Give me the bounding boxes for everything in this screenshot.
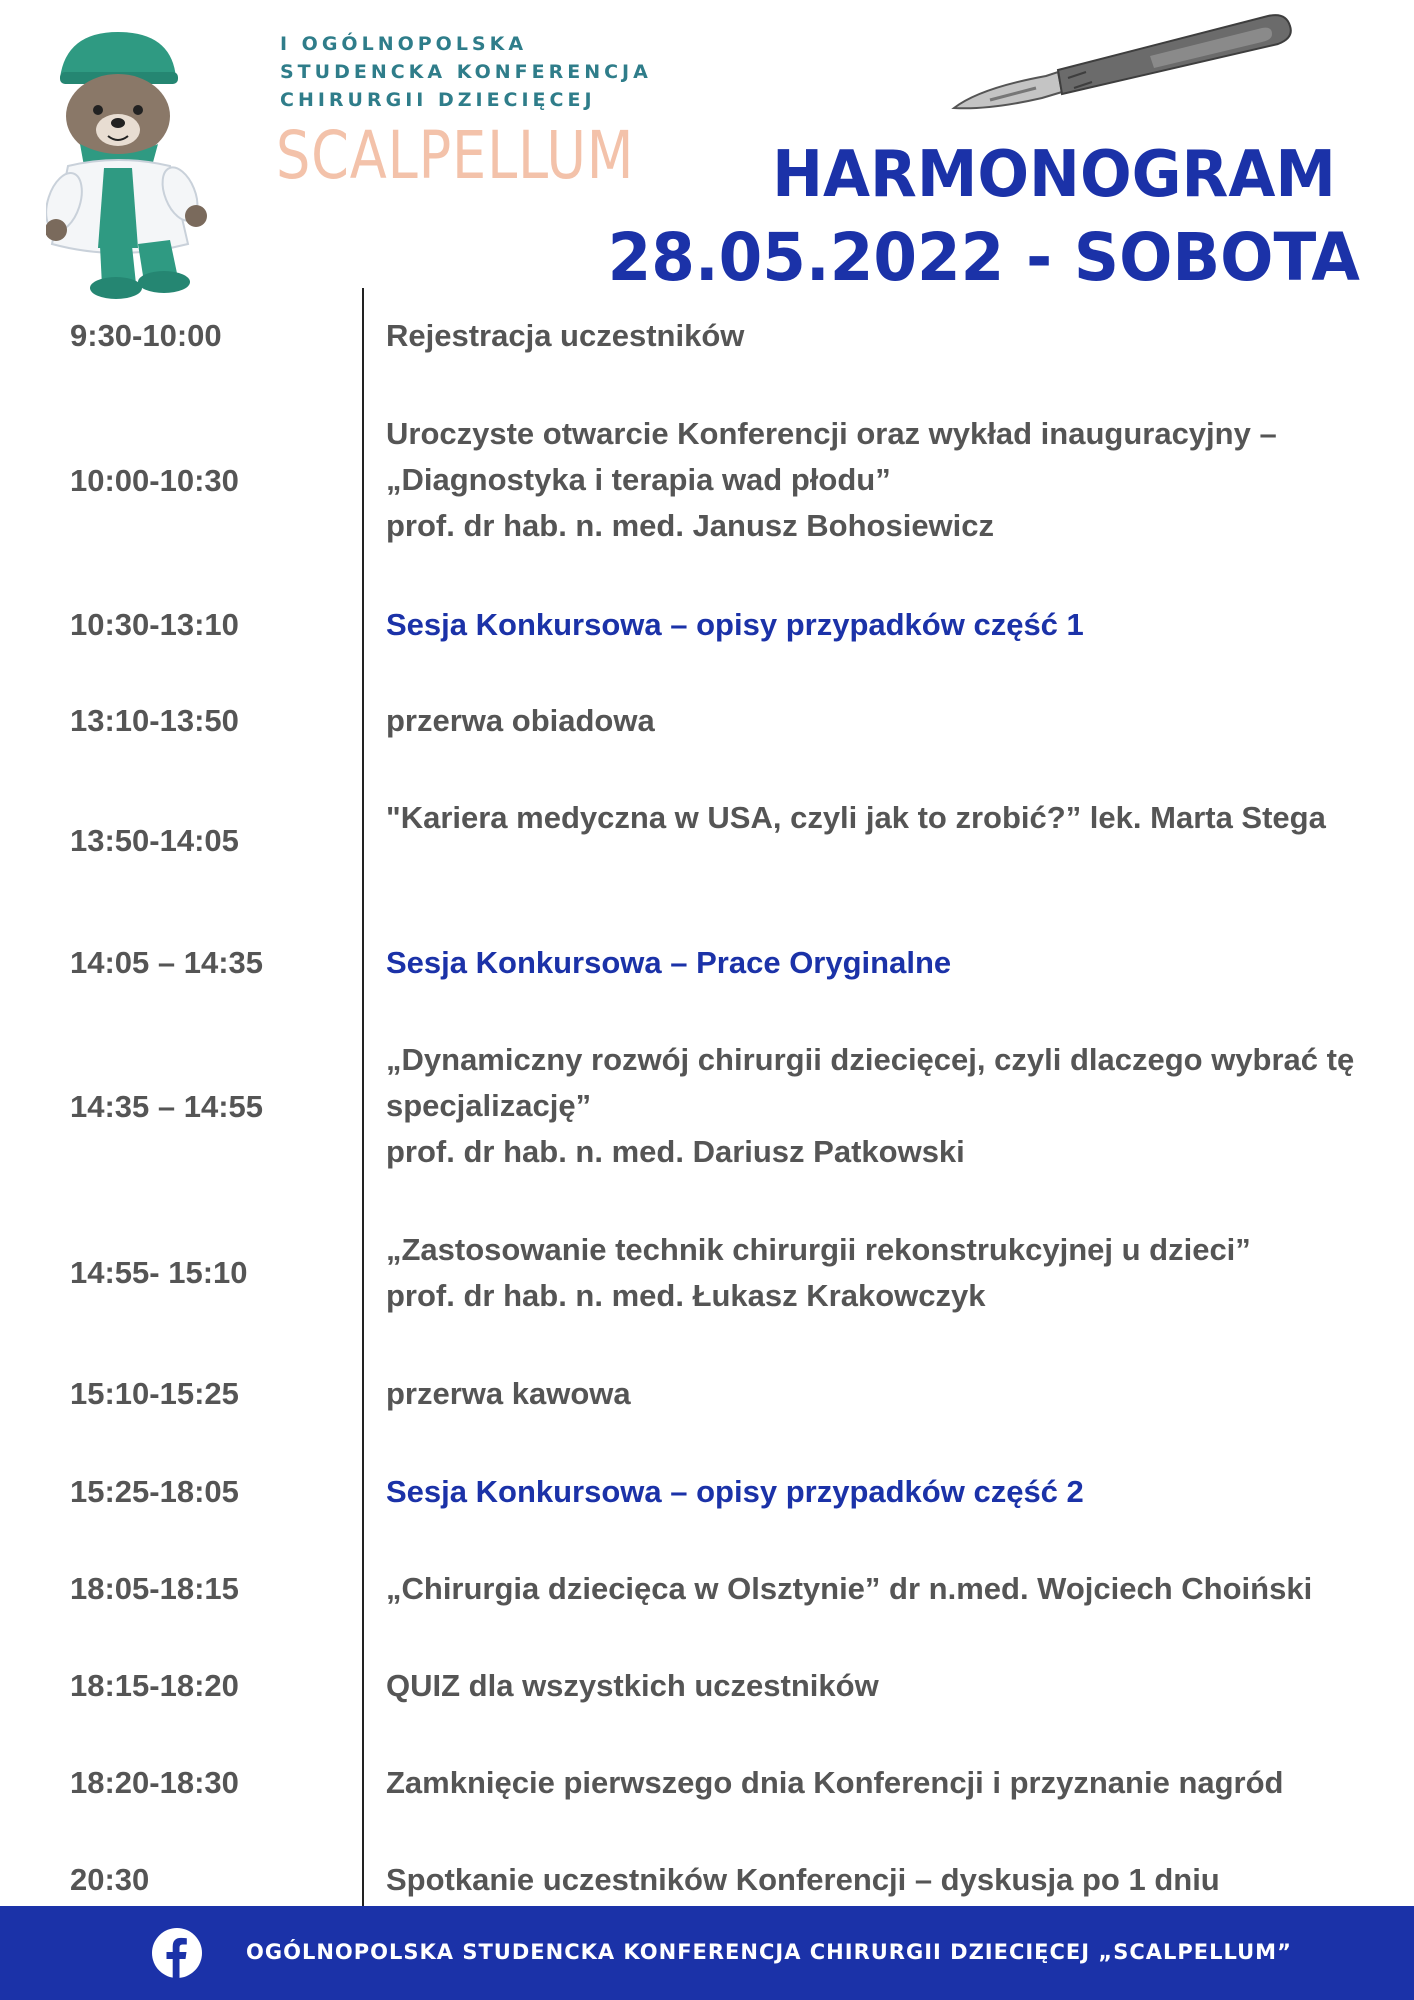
description-line: prof. dr hab. n. med. Dariusz Patkowski	[386, 1134, 965, 1169]
schedule-time: 20:30	[70, 1862, 150, 1897]
timeline-divider	[362, 288, 364, 1908]
schedule-time: 14:05 – 14:35	[70, 945, 264, 980]
description-line: prof. dr hab. n. med. Łukasz Krakowczyk	[386, 1278, 986, 1313]
schedule-time: 15:25-18:05	[70, 1474, 239, 1509]
description-line: przerwa obiadowa	[386, 703, 655, 738]
title-date: 28.05.2022 - SOBOTA	[607, 219, 1360, 296]
conference-line-3: CHIRURGII DZIECIĘCEJ	[280, 89, 596, 111]
conference-line-2: STUDENCKA KONFERENCJA	[280, 61, 652, 83]
description-line: „Dynamiczny rozwój chirurgii dziecięcej, czyli dlaczego wybrać tę specjalizację”	[386, 1042, 1355, 1123]
description-line: „Zastosowanie technik chirurgii rekonstrukcyjnej u dzieci”	[386, 1232, 1251, 1267]
schedule-time: 9:30-10:00	[70, 318, 222, 353]
schedule-time: 14:55- 15:10	[70, 1255, 248, 1290]
schedule-description	[386, 1371, 1356, 1417]
conference-line-1: I OGÓLNOPOLSKA	[280, 33, 528, 55]
description-line: „Chirurgia dziecięca w Olsztynie” dr n.med. Wojciech Choiński	[386, 1571, 1313, 1606]
description-line: Uroczyste otwarcie Konferencji oraz wykład inauguracyjny –	[386, 416, 1277, 451]
description-line: przerwa kawowa	[386, 1376, 631, 1411]
title-harmonogram: HARMONOGRAM	[772, 138, 1336, 212]
schedule-time: 18:15-18:20	[70, 1668, 239, 1703]
footer-bar	[0, 1906, 1414, 2000]
description-line: Sesja Konkursowa – opisy przypadków część 1	[386, 607, 1084, 642]
schedule-description	[386, 313, 1356, 359]
schedule-time: 10:00-10:30	[70, 463, 239, 498]
description-line: „Diagnostyka i terapia wad płodu”	[386, 462, 891, 497]
session-description	[386, 1469, 1356, 1515]
scalpel-icon	[950, 8, 1300, 118]
schedule-description	[386, 1760, 1356, 1806]
description-line: Sesja Konkursowa – opisy przypadków część 2	[386, 1474, 1084, 1509]
description-line: Zamknięcie pierwszego dnia Konferencji i przyznanie nagród	[386, 1765, 1284, 1800]
schedule-description	[386, 1663, 1356, 1709]
teddy-bear-mascot-illustration	[46, 26, 236, 301]
session-description	[386, 602, 1356, 648]
schedule-description	[386, 411, 1356, 549]
schedule-description	[386, 795, 1356, 841]
schedule-description	[386, 1227, 1356, 1319]
session-description	[386, 940, 1356, 986]
schedule-time: 13:50-14:05	[70, 823, 239, 858]
schedule-time: 14:35 – 14:55	[70, 1089, 264, 1124]
conference-name	[280, 30, 700, 114]
schedule-time: 18:05-18:15	[70, 1571, 239, 1606]
schedule-time: 10:30-13:10	[70, 607, 239, 642]
description-line: Rejestracja uczestników	[386, 318, 745, 353]
description-line: Sesja Konkursowa – Prace Oryginalne	[386, 945, 952, 980]
schedule-description	[386, 1566, 1356, 1612]
description-line: QUIZ dla wszystkich uczestników	[386, 1668, 879, 1703]
page-title	[568, 134, 1360, 300]
description-line: prof. dr hab. n. med. Janusz Bohosiewicz	[386, 508, 995, 543]
description-line: Spotkanie uczestników Konferencji – dyskusja po 1 dniu	[386, 1862, 1220, 1897]
schedule-description	[386, 698, 1356, 744]
footer-text: OGÓLNOPOLSKA STUDENCKA KONFERENCJA CHIRURGII DZIECIĘCEJ „SCALPELLUM”	[246, 1940, 1292, 1964]
schedule-description	[386, 1037, 1356, 1175]
schedule-time: 18:20-18:30	[70, 1765, 239, 1800]
schedule-time: 15:10-15:25	[70, 1376, 239, 1411]
description-line: "Kariera medyczna w USA, czyli jak to zrobić?” lek. Marta Stega	[386, 800, 1326, 835]
schedule-time: 13:10-13:50	[70, 703, 239, 738]
facebook-icon[interactable]	[152, 1928, 202, 1978]
schedule-description	[386, 1857, 1356, 1903]
brand-name: SCALPELLUM	[276, 117, 635, 194]
